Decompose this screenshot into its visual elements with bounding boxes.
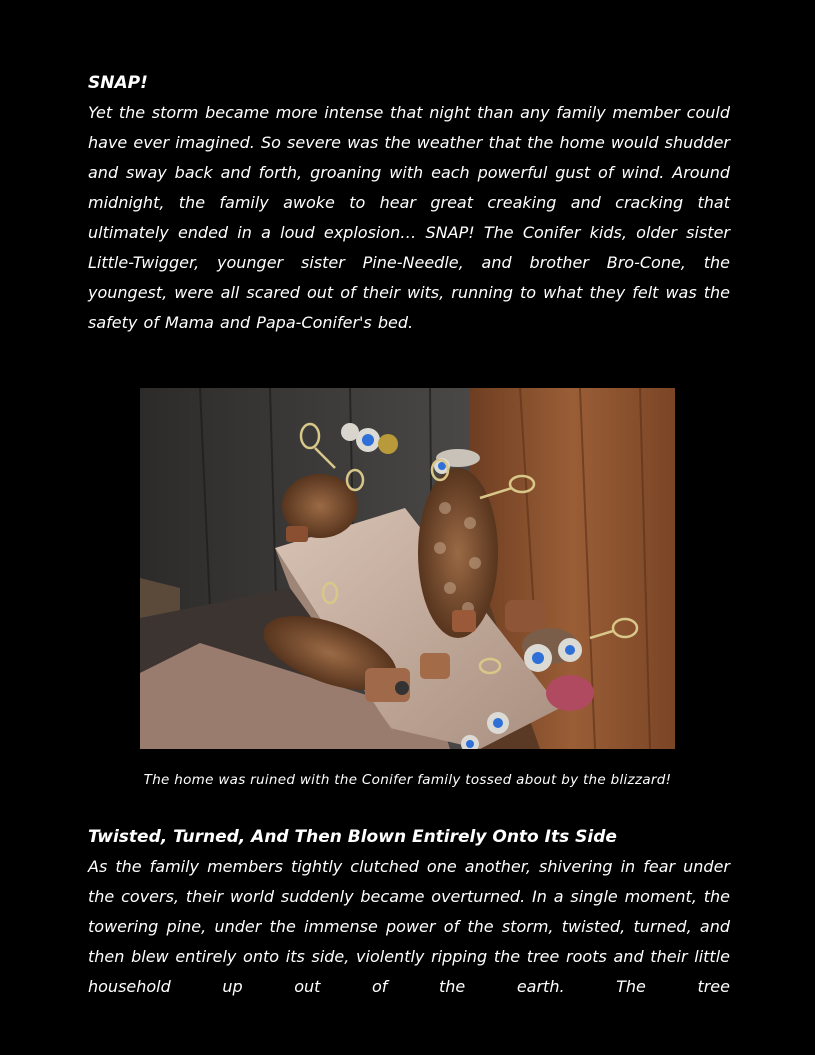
photo-caption: The home was ruined with the Conifer family tossed about by the blizzard! <box>143 772 672 788</box>
section-heading: SNAP! <box>88 73 148 93</box>
section-paragraph: As the family members tightly clutched one another, shivering in fear under the covers, their world suddenly became overturned. In a single moment, the towering pine, under the immense power of the storm, twisted, turned, and then blew entirely onto its side, violently ripping the tree roots and their little household up out of the earth. The tree <box>88 857 730 996</box>
section-snap <box>88 68 730 338</box>
section-twisted-turned <box>88 822 730 1002</box>
section-heading: Twisted, Turned, And Then Blown Entirely Onto Its Side <box>88 827 617 847</box>
photo-illustration <box>140 388 675 749</box>
conifer-family-photo <box>140 388 675 749</box>
section-paragraph: Yet the storm became more intense that night than any family member could have ever imagined. So severe was the weather that the home would shudder and sway back and forth, groaning with each powerful gust of wind. Around midnight, the family awoke to hear great creaking and cracking that ultimately ended in a loud explosion… SNAP! The Conifer kids, older sister Little-Twigger, younger sister Pine-Needle, and brother Bro-Cone, the youngest, were all scared out of their wits, running to what they felt was the safety of Mama and Papa-Conifer's bed. <box>88 103 730 332</box>
